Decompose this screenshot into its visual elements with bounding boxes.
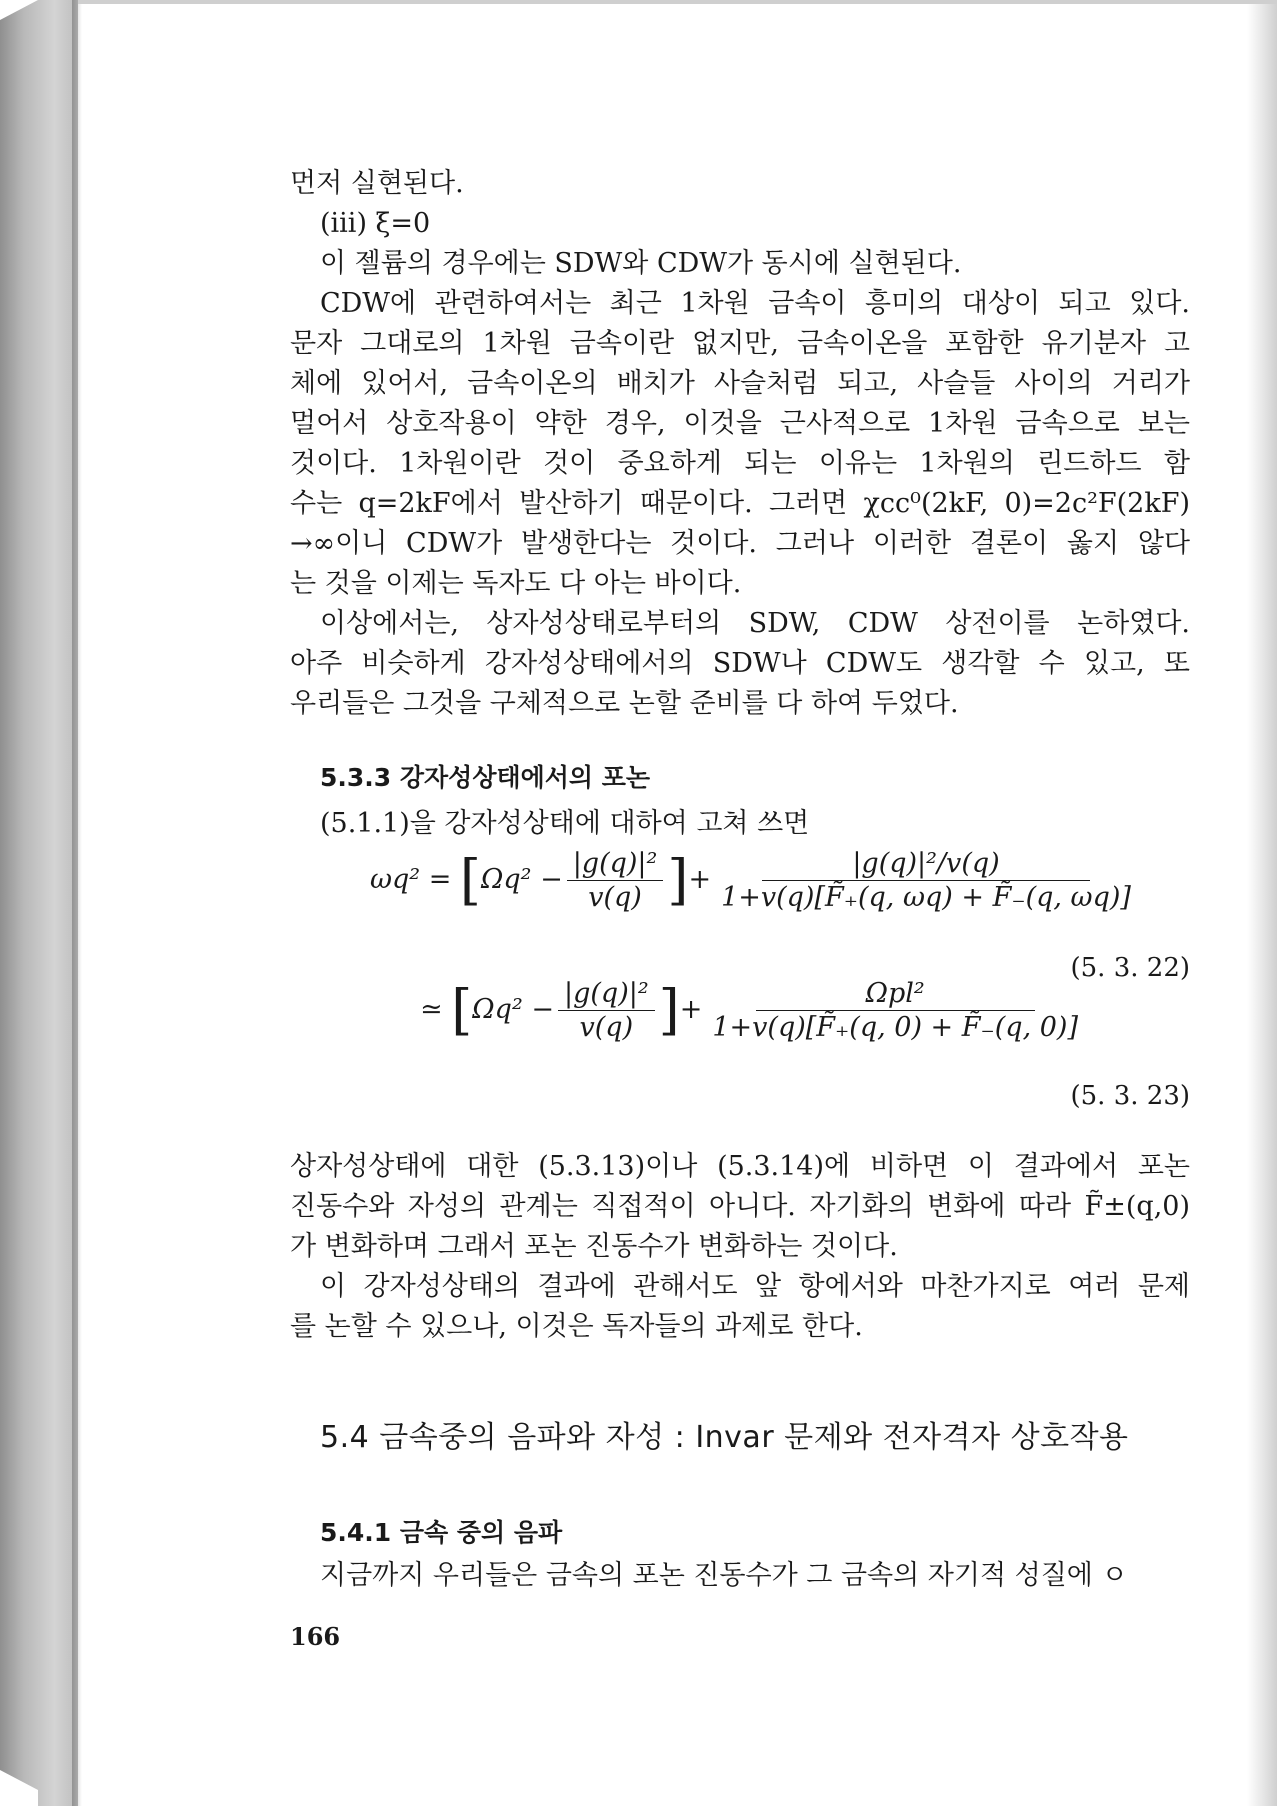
section-heading-5-4-1: 5.4.1 금속 중의 음파 bbox=[320, 1518, 563, 1547]
page-right-edge bbox=[1247, 0, 1277, 1806]
denominator: v(q) bbox=[588, 882, 642, 913]
plus-sign: + bbox=[688, 864, 712, 895]
eq-lhs: ≃ bbox=[420, 994, 452, 1025]
left-bracket: [ bbox=[459, 848, 481, 912]
numerator: |g(q)|² bbox=[567, 850, 664, 881]
eq-term: Ωq² − bbox=[472, 994, 554, 1025]
text-line: 문자 그대로의 1차원 금속이란 없지만, 금속이온을 포함한 유기분자 고 bbox=[290, 328, 1190, 359]
section-intro: (5.1.1)을 강자성상태에 대하여 고쳐 쓰면 bbox=[320, 808, 810, 839]
numerator: |g(q)|²/v(q) bbox=[762, 850, 1089, 881]
equation-number: (5. 3. 22) bbox=[1070, 953, 1190, 983]
denominator: 1+v(q)[F̃₊(q, ωq) + F̃₋(q, ωq)] bbox=[721, 882, 1131, 913]
text-line: 것이다. 1차원이란 것이 중요하게 되는 이유는 1차원의 린드하드 함 bbox=[290, 448, 1190, 479]
text-line: 아주 비슷하게 강자성상태에서의 SDW나 CDW도 생각할 수 있고, 또 bbox=[290, 648, 1190, 679]
text-line: 체에 있어서, 금속이온의 배치가 사슬처럼 되고, 사슬들 사이의 거리가 bbox=[290, 368, 1190, 399]
text-line: 이상에서는, 상자성상태로부터의 SDW, CDW 상전이를 논하였다. bbox=[320, 608, 1190, 639]
fraction bbox=[567, 850, 664, 911]
right-bracket: ] bbox=[658, 978, 680, 1042]
text-line: 를 논할 수 있으나, 이것은 독자들의 과제로 한다. bbox=[290, 1311, 863, 1342]
text-line: 진동수와 자성의 관계는 직접적이 아니다. 자기화의 변화에 따라 F̃±(q,0) bbox=[290, 1191, 1190, 1222]
text-line: 이 젤륨의 경우에는 SDW와 CDW가 동시에 실현된다. bbox=[320, 248, 962, 279]
equation-5-3-23 bbox=[420, 980, 1088, 1041]
book-top-edge bbox=[78, 0, 1277, 4]
text-line: 이 강자성상태의 결과에 관해서도 앞 항에서와 마찬가지로 여러 문제 bbox=[320, 1271, 1190, 1302]
numerator: Ωpl² bbox=[756, 980, 1035, 1011]
page-number: 166 bbox=[290, 1622, 341, 1651]
equation-5-3-22 bbox=[370, 850, 1141, 911]
eq-term: Ωq² − bbox=[481, 864, 563, 895]
equation-number: (5. 3. 23) bbox=[1070, 1081, 1190, 1111]
fraction bbox=[715, 850, 1137, 911]
text-line: 지금까지 우리들은 금속의 포논 진동수가 그 금속의 자기적 성질에 ㅇ bbox=[320, 1560, 1128, 1591]
text-line: 는 것을 이제는 독자도 다 아는 바이다. bbox=[290, 568, 742, 599]
denominator: v(q) bbox=[579, 1012, 634, 1043]
section-heading-5-3-3: 5.3.3 강자성상태에서의 포논 bbox=[320, 763, 651, 792]
left-bracket: [ bbox=[451, 978, 473, 1042]
text-line: CDW에 관련하여서는 최근 1차원 금속이 흥미의 대상이 되고 있다. bbox=[320, 288, 1190, 319]
text-line: (iii) ξ=0 bbox=[320, 208, 431, 239]
book-spine-edge bbox=[0, 0, 78, 1806]
spine-shadow bbox=[72, 0, 82, 1806]
right-bracket: ] bbox=[667, 848, 689, 912]
plus-sign: + bbox=[679, 994, 703, 1025]
text-line: 수는 q=2kF에서 발산하기 때문이다. 그러면 χcc⁰(2kF, 0)=2c²F(2kF) bbox=[290, 488, 1190, 519]
text-line: 먼저 실현된다. bbox=[290, 168, 464, 199]
eq-lhs: ωq² = bbox=[370, 864, 460, 895]
fraction bbox=[558, 980, 655, 1041]
fraction bbox=[706, 980, 1084, 1041]
numerator: |g(q)|² bbox=[558, 980, 655, 1011]
text-line: →∞이니 CDW가 발생한다는 것이다. 그러나 이러한 결론이 옳지 않다 bbox=[290, 528, 1190, 559]
text-line: 상자성상태에 대한 (5.3.13)이나 (5.3.14)에 비하면 이 결과에서 포논 bbox=[290, 1151, 1190, 1182]
section-heading-5-4: 5.4 금속중의 음파와 자성 : Invar 문제와 전자격자 상호작용 bbox=[320, 1420, 1129, 1455]
denominator: 1+v(q)[F̃₊(q, 0) + F̃₋(q, 0)] bbox=[712, 1012, 1078, 1043]
text-line: 멀어서 상호작용이 약한 경우, 이것을 근사적으로 1차원 금속으로 보는 bbox=[290, 408, 1190, 439]
text-line: 가 변화하며 그래서 포논 진동수가 변화하는 것이다. bbox=[290, 1231, 898, 1262]
text-line: 우리들은 그것을 구체적으로 논할 준비를 다 하여 두었다. bbox=[290, 688, 959, 719]
